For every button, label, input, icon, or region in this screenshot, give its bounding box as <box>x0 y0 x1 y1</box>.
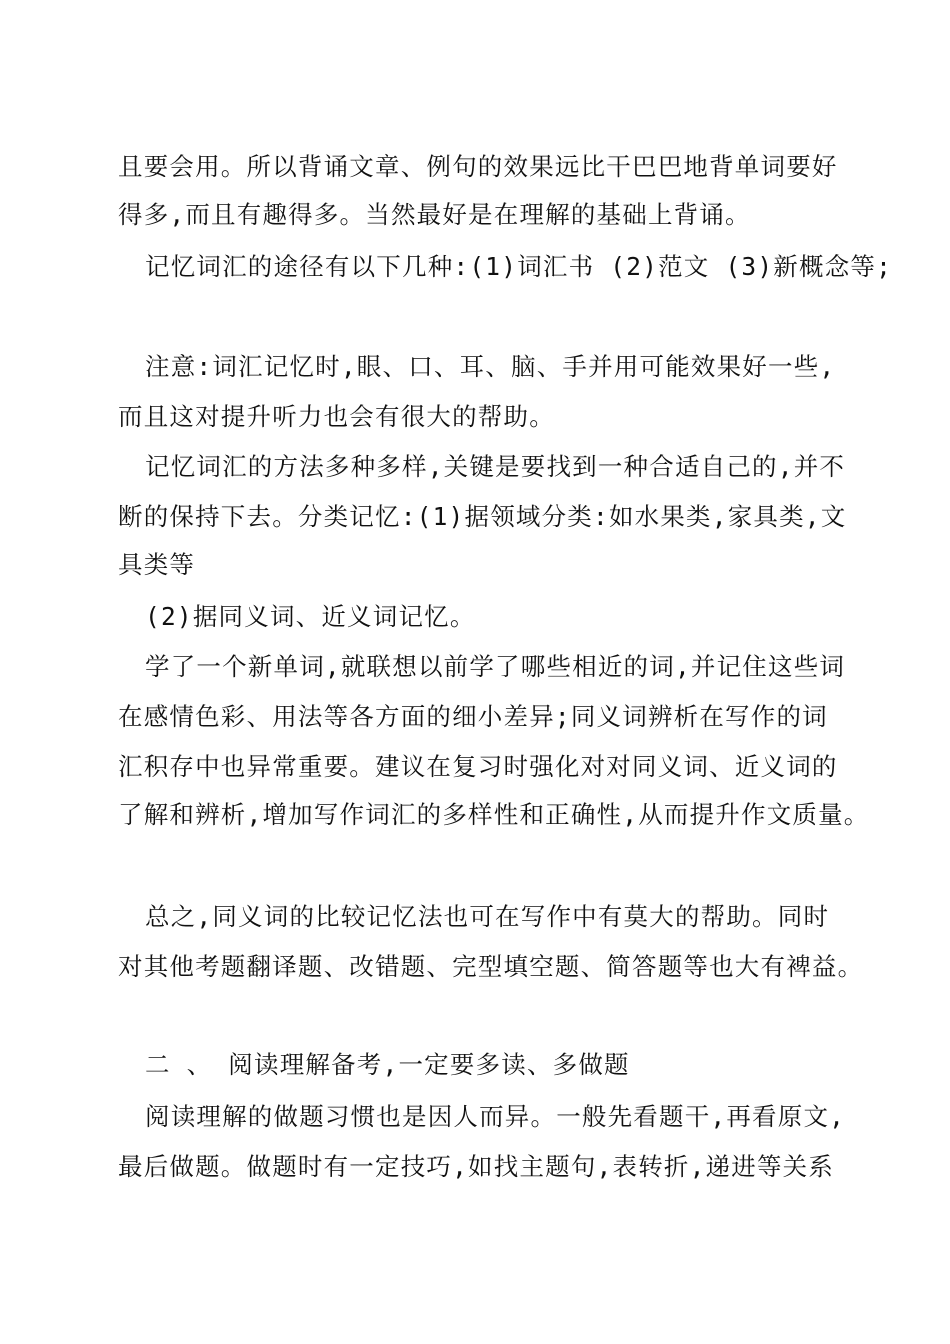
text-line: 对其他考题翻译题、改错题、完型填空题、简答题等也大有裨益。 <box>118 952 864 981</box>
text-line: 且要会用。所以背诵文章、例句的效果远比干巴巴地背单词要好 <box>118 152 838 181</box>
text-line: 汇积存中也异常重要。建议在复习时强化对对同义词、近义词的 <box>118 752 838 781</box>
text-line: 最后做题。做题时有一定技巧,如找主题句,表转折,递进等关系 <box>118 1152 835 1181</box>
text-line: (2)据同义词、近义词记忆。 <box>145 602 476 631</box>
text-line: 具类等 <box>118 550 196 579</box>
text-line: 了解和辨析,增加写作词汇的多样性和正确性,从而提升作文质量。 <box>118 800 870 829</box>
text-line: 总之,同义词的比较记忆法也可在写作中有莫大的帮助。同时 <box>145 902 830 931</box>
text-line: 记忆词汇的方法多种多样,关键是要找到一种合适自己的,并不 <box>145 452 846 481</box>
text-line: 阅读理解的做题习惯也是因人而异。一般先看题干,再看原文, <box>145 1102 846 1131</box>
text-line: 在感情色彩、用法等各方面的细小差异;同义词辨析在写作的词 <box>118 702 828 731</box>
text-line: 得多,而且有趣得多。当然最好是在理解的基础上背诵。 <box>118 200 751 229</box>
text-line: 学了一个新单词,就联想以前学了哪些相近的词,并记住这些词 <box>145 652 846 681</box>
text-line: 记忆词汇的途径有以下几种:(1)词汇书 (2)范文 (3)新概念等; <box>145 252 893 281</box>
text-line: 断的保持下去。分类记忆:(1)据领域分类:如水果类,家具类,文 <box>118 502 847 531</box>
text-line: 而且这对提升听力也会有很大的帮助。 <box>118 402 555 431</box>
section-heading: 二 、 阅读理解备考,一定要多读、多做题 <box>145 1050 630 1079</box>
text-line: 注意:词汇记忆时,眼、口、耳、脑、手并用可能效果好一些, <box>145 352 836 381</box>
